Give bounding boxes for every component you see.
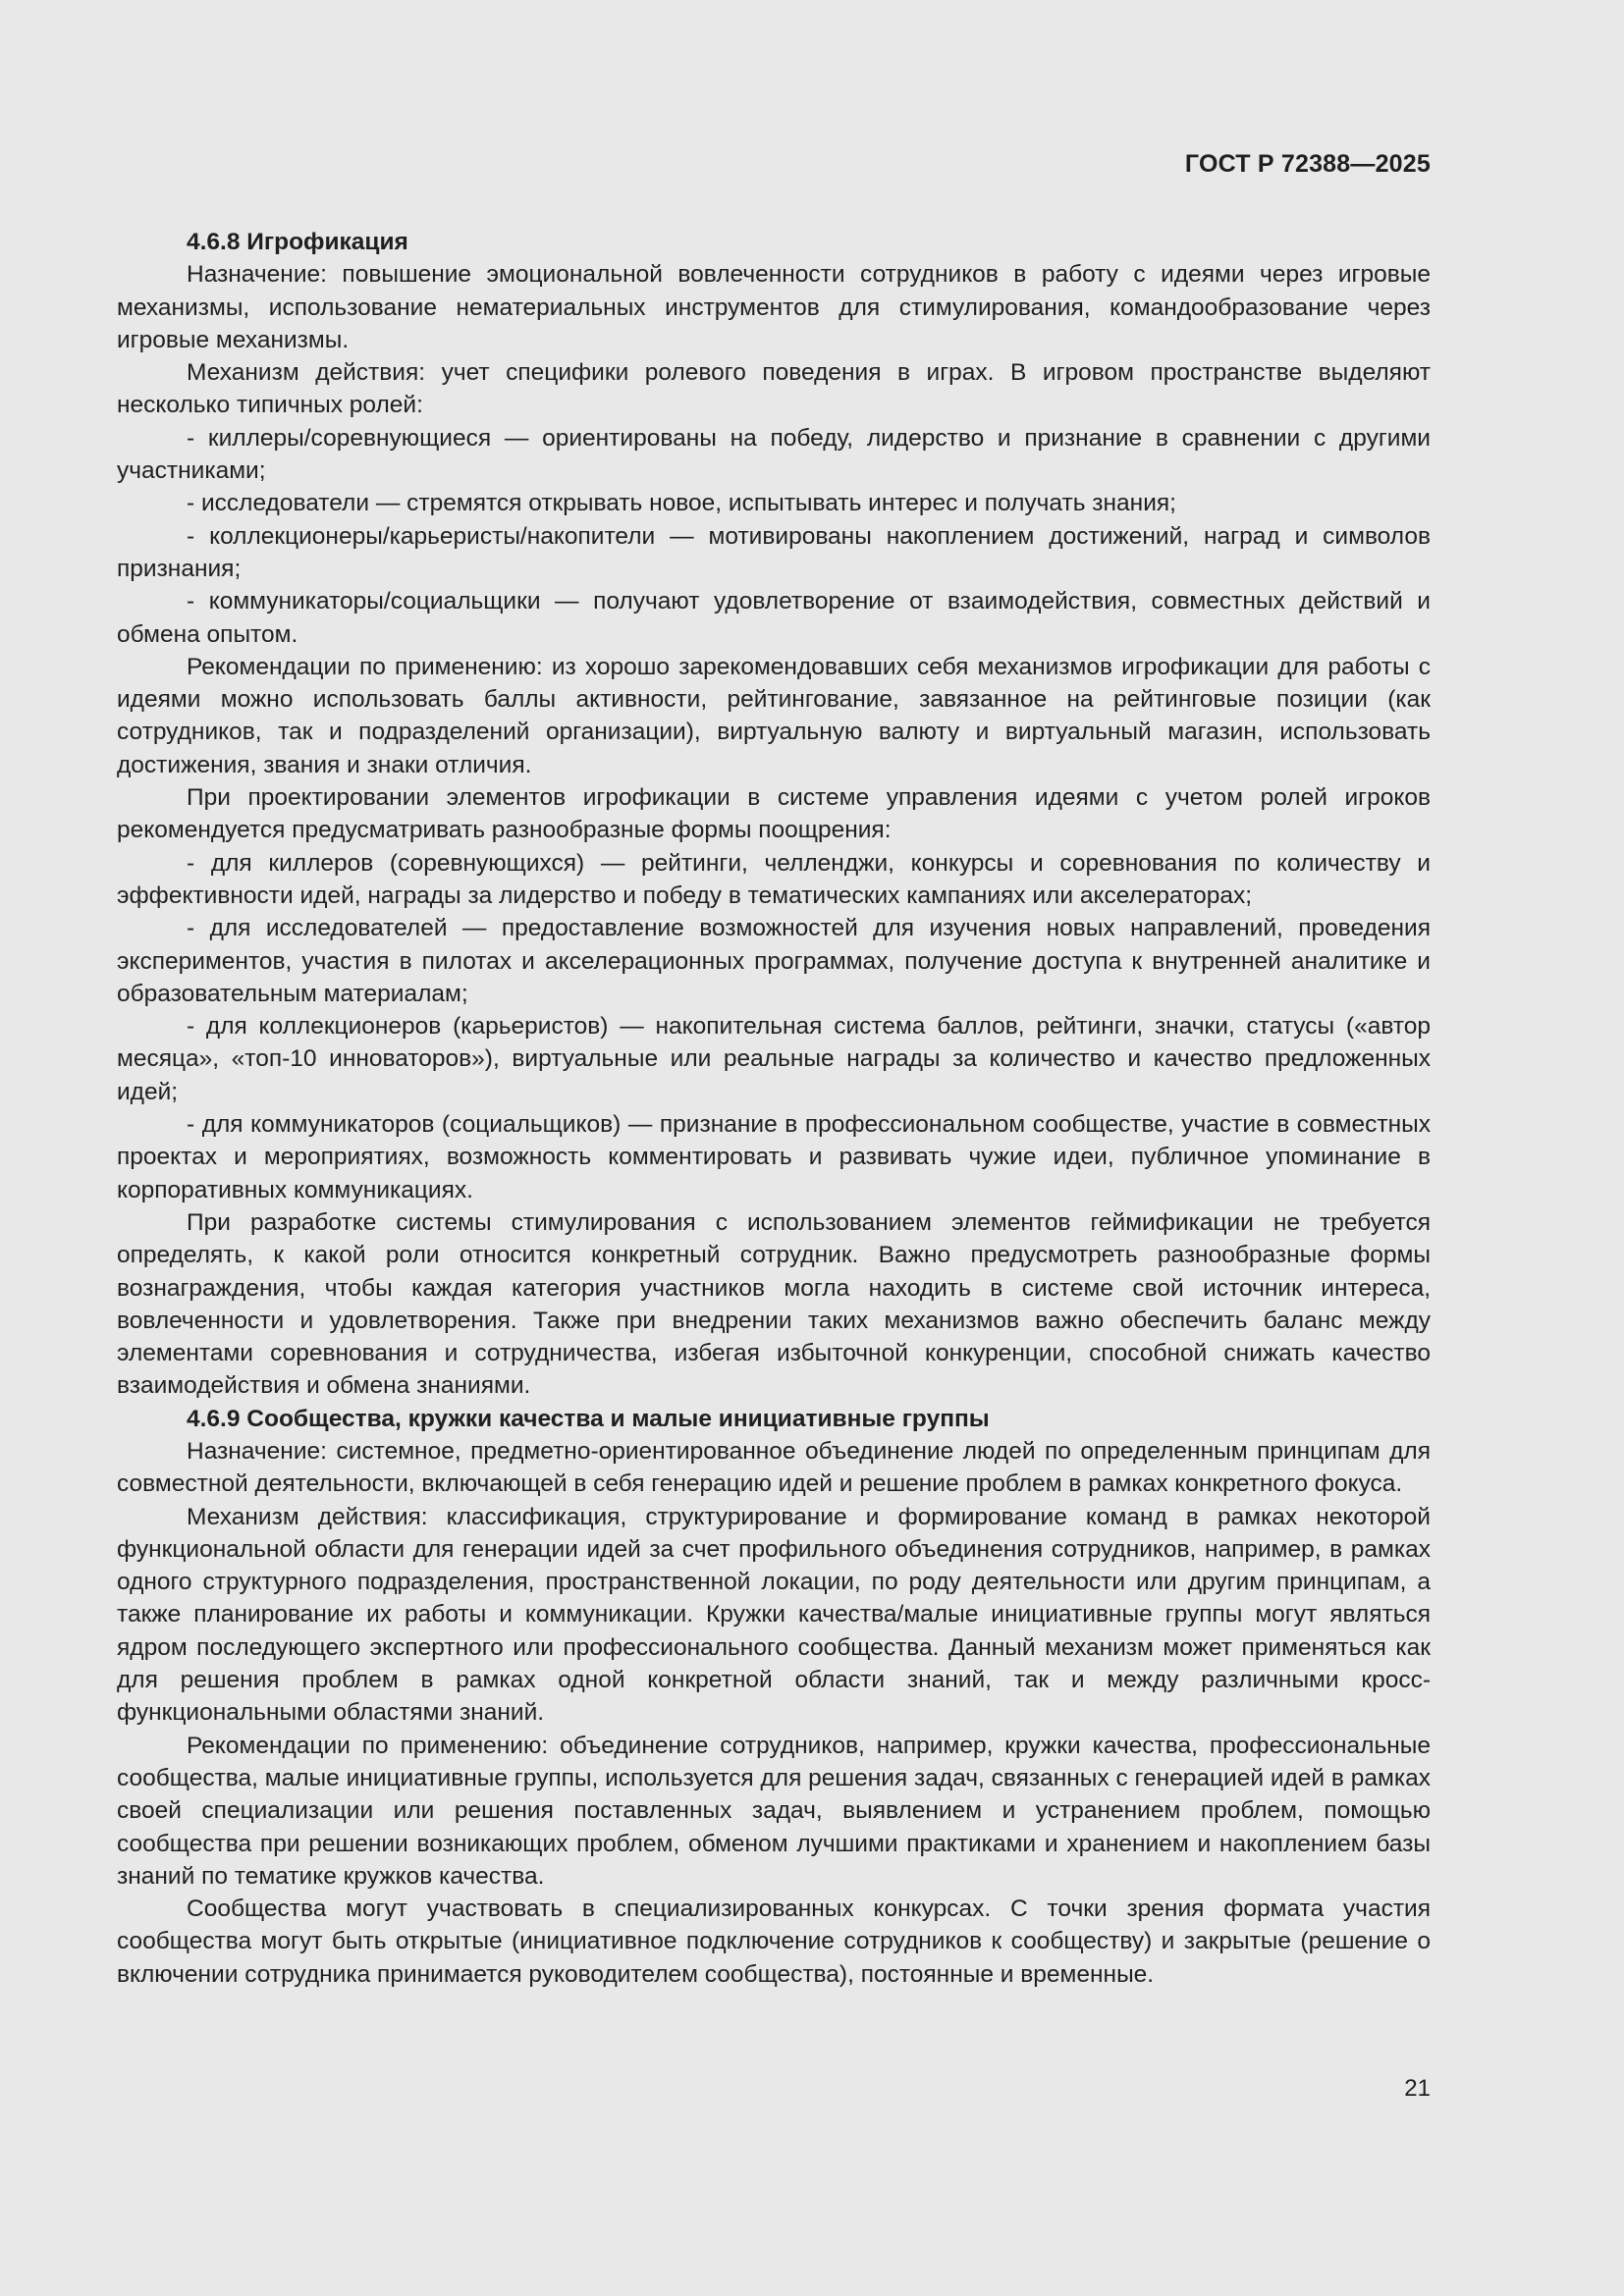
paragraph: Рекомендации по применению: из хорошо зарекомендовавших себя механизмов игрофикации для работы с идеями можно использовать баллы активности, рейтингование, завязанное на рейтинговые позиции (как сотрудников, так и подразделений организации), виртуальную валюту и виртуальный магазин, использовать достижения, звания и знаки отличия. [117,653,1431,778]
list-item: - для киллеров (соревнующихся) — рейтинги, челленджи, конкурсы и соревнования по количеству и эффективности идей, награды за лидерство и победу в тематических кампаниях или акселераторах; [117,849,1431,909]
list-item: - киллеры/соревнующиеся — ориентированы на победу, лидерство и признание в сравнении с другими участниками; [117,424,1431,485]
paragraph: При разработке системы стимулирования с использованием элементов геймификации не требуется определять, к какой роли относится конкретный сотрудник. Важно предусмотреть разнообразные формы вознаграждения, чтобы каждая категория участников могла находить в системе свой источник интереса, вовлеченности и удовлетворения. Также при внедрении таких механизмов важно обеспечить баланс между элементами соревнования и сотрудничества, избегая избыточной конкуренции, способной снижать качество взаимодействия и обмена знаниями. [117,1208,1431,1400]
page-number: 21 [1404,2075,1431,2102]
list-item: - для исследователей — предоставление возможностей для изучения новых направлений, проведения экспериментов, участия в пилотах и акселерационных программах, получение доступа к внутренней аналитике и образовательным материалам; [117,915,1431,1007]
section-heading-4-6-9: 4.6.9 Сообщества, кружки качества и малые инициативные группы [187,1405,990,1432]
section-heading-4-6-8: 4.6.8 Игрофикация [187,229,408,255]
list-item: - коллекционеры/карьеристы/накопители — мотивированы накоплением достижений, наград и символов признания; [117,522,1431,582]
list-item: - исследователи — стремятся открывать новое, испытывать интерес и получать знания; [187,490,1176,517]
list-item: - для коллекционеров (карьеристов) — накопительная система баллов, рейтинги, значки, статусы («автор месяца», «топ-10 инноваторов»), виртуальные или реальные награды за количество и качество предложенных идей; [117,1013,1431,1105]
list-item: - для коммуникаторов (социальщиков) — признание в профессиональном сообществе, участие в совместных проектах и мероприятиях, возможность комментировать и развивать чужие идеи, публичное упоминание в корпоративных коммуникациях. [117,1111,1431,1203]
paragraph: Назначение: повышение эмоциональной вовлеченности сотрудников в работу с идеями через игровые механизмы, использование нематериальных инструментов для стимулирования, командообразование через игровые механизмы. [117,261,1431,353]
paragraph: При проектировании элементов игрофикации в системе управления идеями с учетом ролей игроков рекомендуется предусматривать разнообразные формы поощрения: [117,784,1431,844]
paragraph: Сообщества могут участвовать в специализированных конкурсах. С точки зрения формата участия сообщества могут быть открытые (инициативное подключение сотрудников к сообществу) и закрытые (решение о включении сотрудника принимается руководителем сообщества), постоянные и временные. [117,1896,1431,1988]
paragraph: Назначение: системное, предметно-ориентированное объединение людей по определенным принципам для совместной деятельности, включающей в себя генерацию идей и решение проблем в рамках конкретного фокуса. [117,1437,1431,1498]
paragraph: Рекомендации по применению: объединение сотрудников, например, кружки качества, профессиональные сообщества, малые инициативные группы, используется для решения задач, связанных с генерацией идей в рамках своей специализации или решения поставленных задач, выявлением и устранением проблем, помощью сообщества при решении возникающих проблем, обменом лучшими практиками и хранением и накоплением базы знаний по тематике кружков качества. [117,1732,1431,1890]
list-item: - коммуникаторы/социальщики — получают удовлетворение от взаимодействия, совместных действий и обмена опытом. [117,588,1431,648]
document-body [117,226,1431,1991]
paragraph: Механизм действия: классификация, структурирование и формирование команд в рамках некоторой функциональной области для генерации идей за счет профильного объединения сотрудников, например, в рамках одного структурного подразделения, пространственной локации, по роду деятельности или другим принципам, а также планирование их работы и коммуникации. Кружки качества/малые инициативные группы могут являться ядром последующего экспертного или профессионального сообщества. Данный механизм может применяться как для решения проблем в рамках одной конкретной области знаний, так и между различными кросс-функциональными областями знаний. [117,1503,1431,1727]
document-standard-number: ГОСТ Р 72388—2025 [1184,150,1431,178]
paragraph: Механизм действия: учет специфики ролевого поведения в играх. В игровом пространстве выделяют несколько типичных ролей: [117,359,1431,419]
